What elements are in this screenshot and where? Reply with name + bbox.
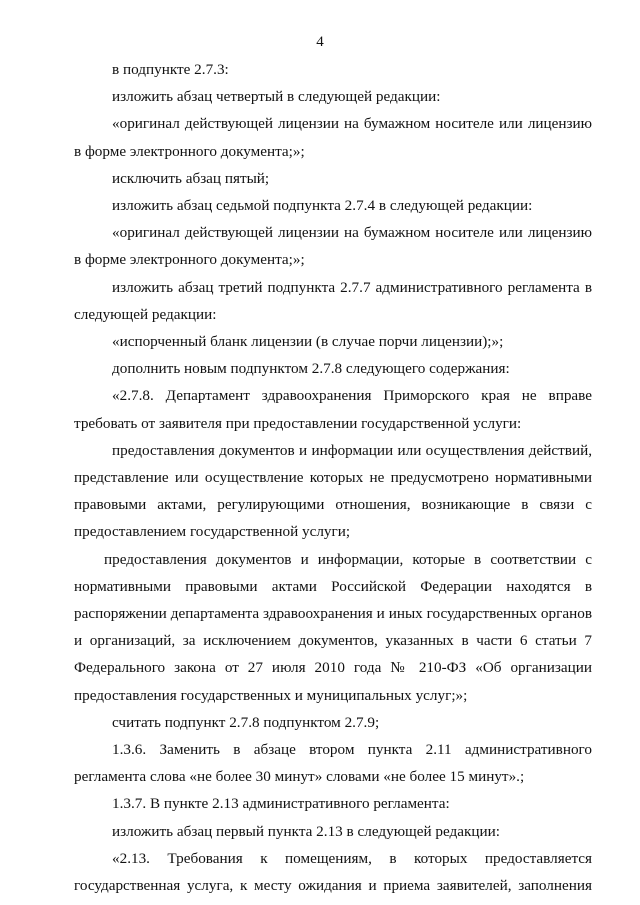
paragraph: предоставления документов и информации или осуществления действий, представление или осуществление которых не предусмотрено нормативными правовыми актами, регулирующими отношения, возникающие в связи с предоставлением государственной услуги; (74, 441, 592, 541)
paragraph: 1.3.7. В пункте 2.13 административного регламента: (112, 795, 450, 813)
paragraph: изложить абзац первый пункта 2.13 в следующей редакции: (112, 822, 500, 840)
paragraph: дополнить новым подпунктом 2.7.8 следующего содержания: (112, 360, 510, 378)
paragraph: «оригинал действующей лицензии на бумажном носителе или лицензию в форме электронного документа;»; (74, 115, 592, 160)
paragraph: изложить абзац седьмой подпункта 2.7.4 в следующей редакции: (112, 197, 533, 215)
paragraph: «2.13. Требования к помещениям, в которых предоставляется государственная услуга, к месту ожидания и приема заявителей, заполнения (74, 849, 592, 895)
page-number: 4 (316, 34, 324, 50)
paragraph: предоставления документов и информации, которые в соответствии с нормативными правовыми актами Российской Федерации находятся в распоряжении департамента здравоохранения и иных государственных органов и организаций, за исключением документов, указанных в части 6 статьи 7 Федерального закона от 27 июля 2010 года № 210-ФЗ «Об организации предоставления государственных и муниципальных услуг;»; (74, 550, 592, 704)
paragraph: изложить абзац третий подпункта 2.7.7 административного регламента в следующей редакции: (74, 278, 592, 323)
paragraph: исключить абзац пятый; (112, 169, 270, 187)
paragraph: в подпункте 2.7.3: (112, 61, 229, 78)
paragraph: 1.3.6. Заменить в абзаце втором пункта 2.11 административного регламента слова «не более 30 минут» словами «не более 15 минут».; (74, 741, 592, 786)
paragraph: «2.7.8. Департамент здравоохранения Приморского края не вправе требовать от заявителя при предоставлении государственной услуги: (74, 387, 592, 432)
paragraph: «оригинал действующей лицензии на бумажном носителе или лицензию в форме электронного документа;»; (74, 224, 592, 269)
paragraph: изложить абзац четвертый в следующей редакции: (112, 88, 441, 106)
paragraph: «испорченный бланк лицензии (в случае порчи лицензии);»; (112, 333, 504, 351)
document-body (74, 56, 592, 899)
paragraph: считать подпункт 2.7.8 подпунктом 2.7.9; (112, 713, 380, 731)
